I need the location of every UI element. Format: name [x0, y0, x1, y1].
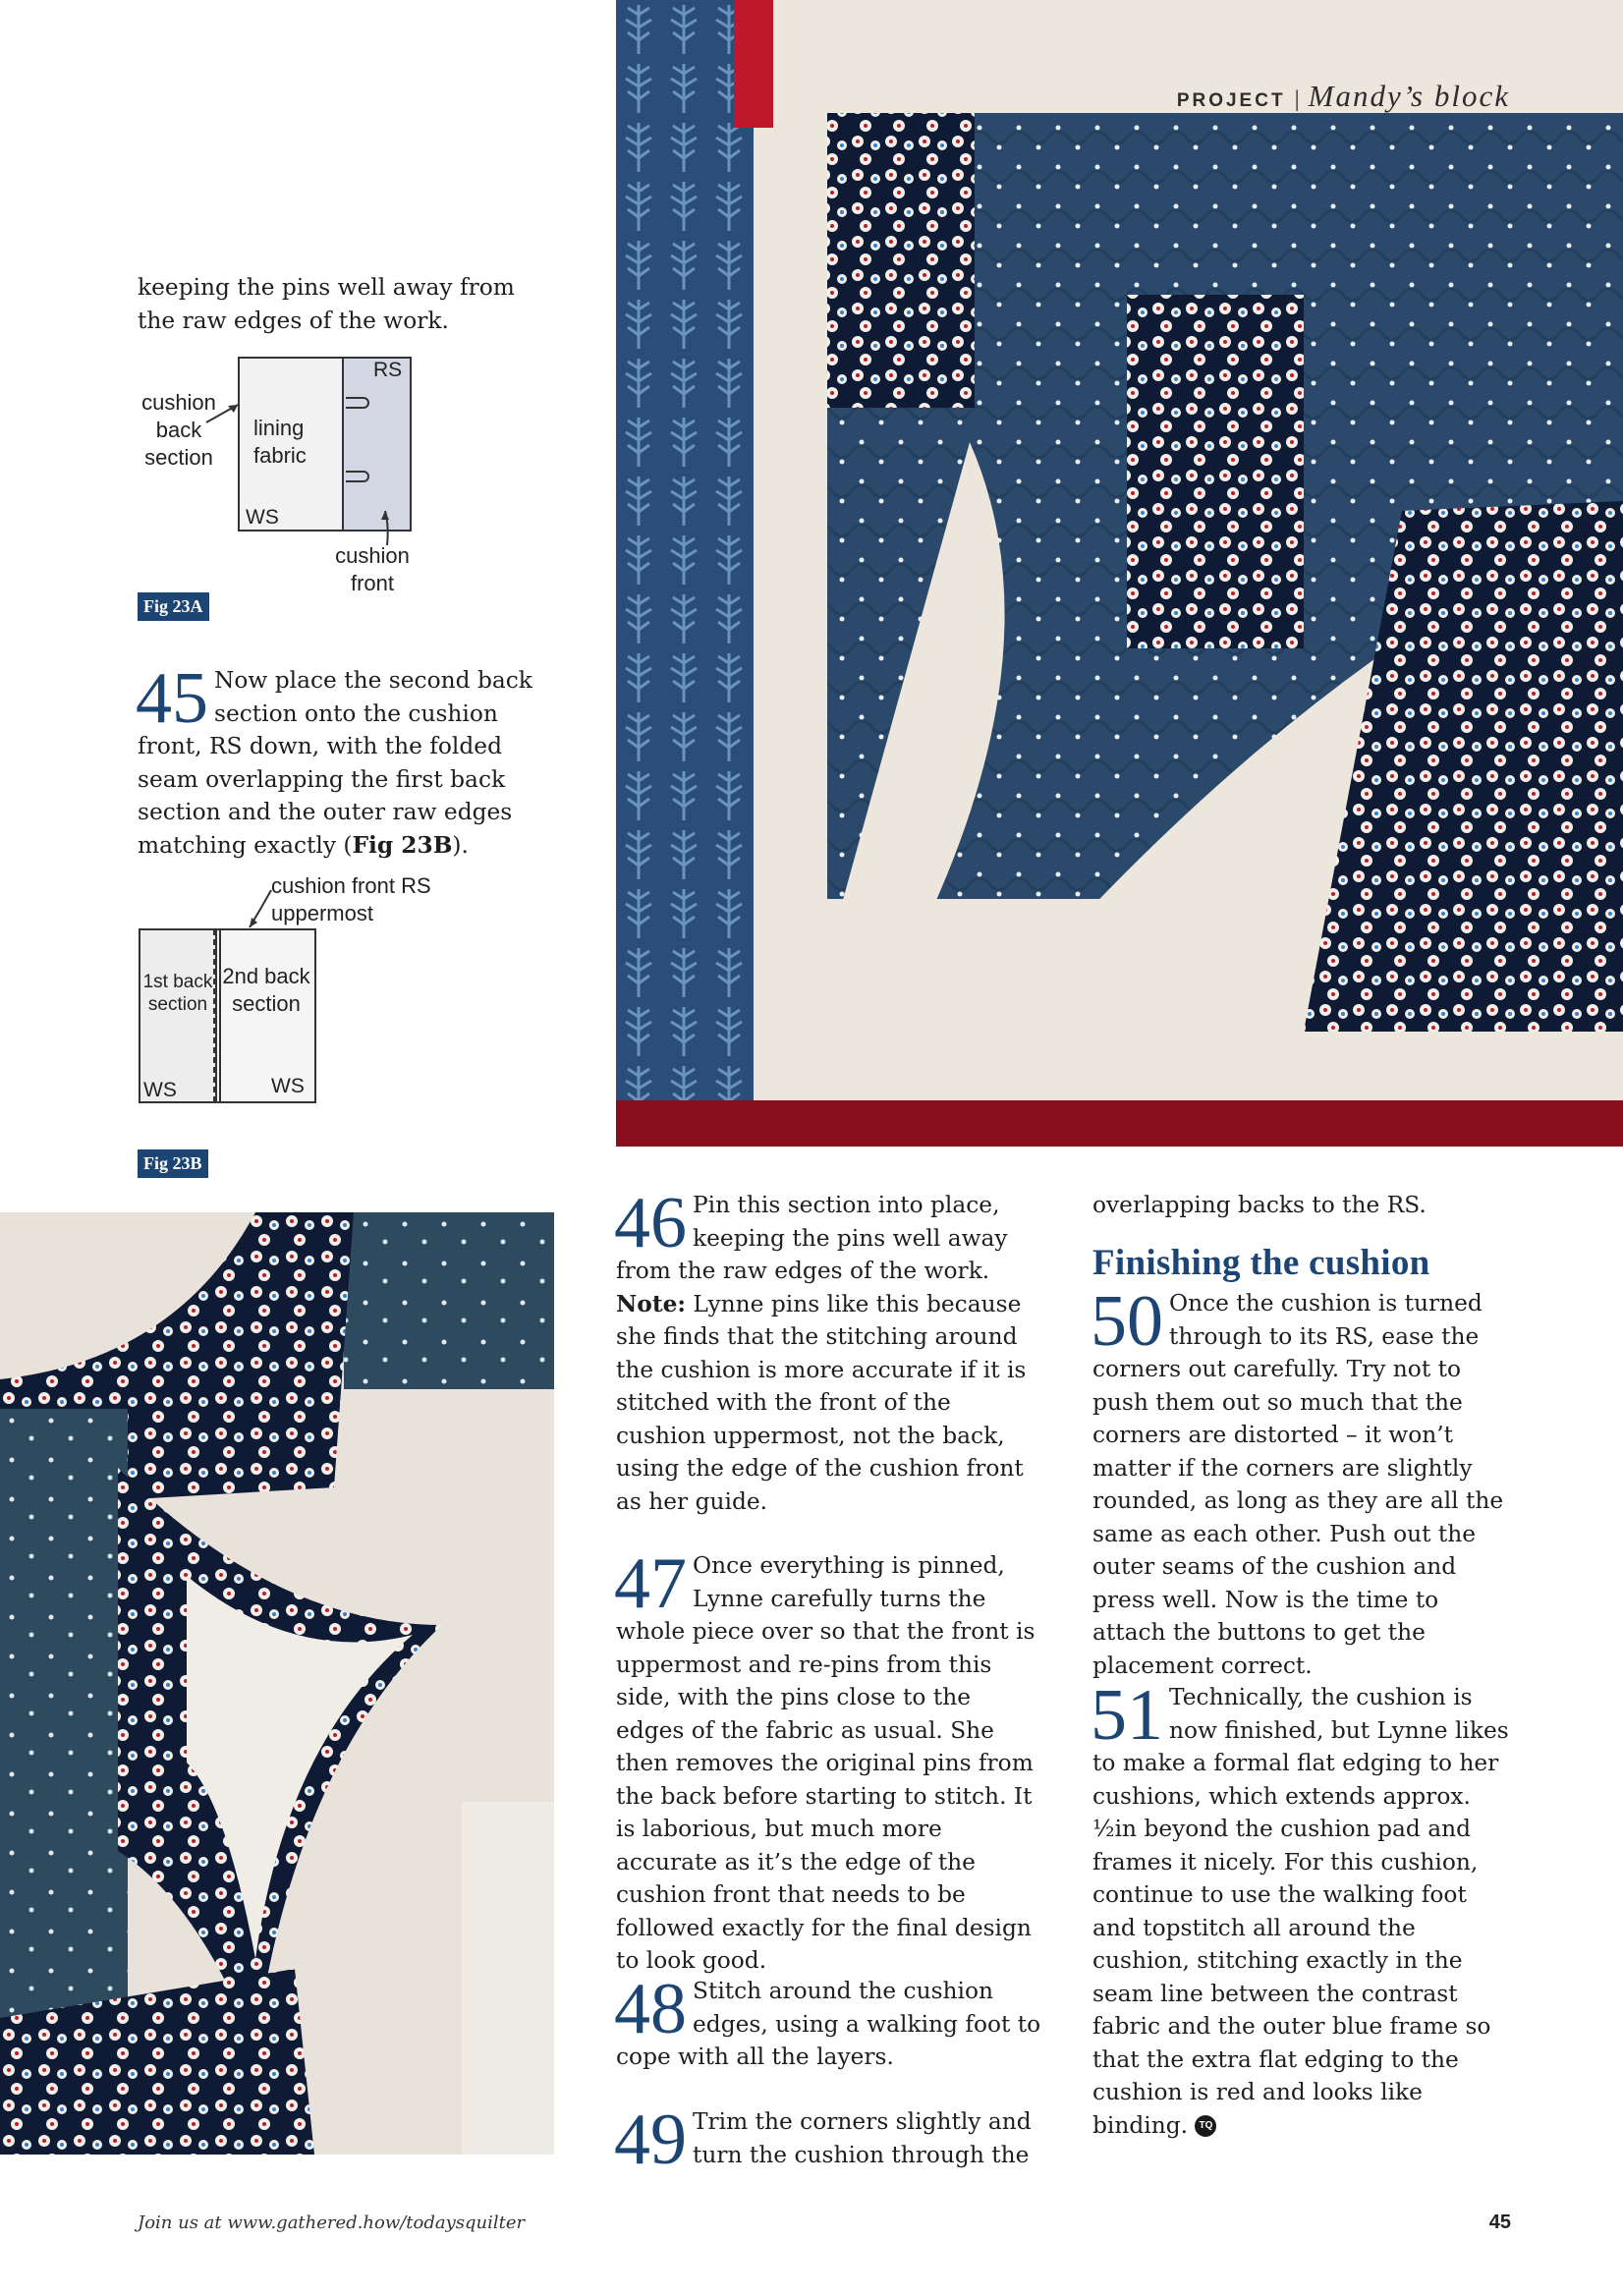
step-49-text: Trim the corners slightly and turn the cushion through the [693, 2108, 1032, 2168]
intro-text: keeping the pins well away from the raw edges of the work. [138, 274, 515, 334]
cushion-photo-bottom [0, 1212, 554, 2155]
step-50 [1091, 1281, 1515, 1682]
step-46-text: Pin this section into place, keeping the pins well away from the raw edges of the work. [616, 1192, 1008, 1284]
step-47-text: Once everything is pinned, Lynne carefully turns the whole piece over so that the front is uppermost and re-pins from this side, with the pins close to the edges of the fabric as usual. She then removes the original pins from the back before starting to stitch. It is laborious, but much more accurate as it’s the edge of the cushion front that needs to be followed exactly for the final design to look good. [616, 1552, 1035, 1974]
step-51 [1091, 1675, 1515, 2142]
step-45 [136, 658, 560, 862]
running-header: PROJECT | Mandy’s block [1176, 79, 1510, 113]
fig23b-ws-left-label: WS [143, 1079, 177, 1101]
step-47 [614, 1543, 1043, 1978]
step-46 [614, 1183, 1043, 1518]
step-51-text: Technically, the cushion is now finished, but Lynne likes to make a formal flat edging to her cushions, which extends approx. ½in beyond the cushion pad and frames it nicely. For this cushion, continue to use the walking foot and topstitch all around the cushion, stitching exactly in the seam line between the contrast fabric and the outer blue frame so that the extra flat edging to the cushion is red and looks like binding. [1092, 1684, 1509, 2139]
step-46-note: Lynne pins like this because she finds that the stitching around the cushion is more accurate if it is stitched with the front of the cushion uppermost, not the back, using the edge of the cushion front as her guide. [616, 1290, 1027, 1515]
step-48-text: Stitch around the cushion edges, using a walking foot to cope with all the layers. [616, 1978, 1041, 2070]
fig23a-cushion-back-label: cushion back section [141, 390, 216, 470]
cushion-photo-top [616, 0, 1623, 1147]
step-49-number: 49 [614, 2100, 687, 2180]
fig23a-badge: Fig 23A [138, 592, 209, 621]
step-50-number: 50 [1091, 1281, 1163, 1362]
end-mark-label: TQ [1199, 2120, 1213, 2131]
end-mark-icon [1195, 2115, 1216, 2137]
step-46-note-label: Note: [616, 1290, 687, 1317]
footer-website: Join us at www.gathered.how/todaysquilter [138, 2212, 526, 2233]
section-heading-finishing: Finishing the cushion [1092, 1243, 1430, 1283]
fig23b-diagram [134, 872, 458, 1108]
fig23b-badge: Fig 23B [138, 1149, 208, 1178]
step-45-fig-ref: Fig 23B [352, 831, 453, 859]
col3-continuation: overlapping backs to the RS. [1092, 1192, 1427, 1218]
page-number: 45 [1488, 2212, 1511, 2233]
step-47-number: 47 [614, 1543, 687, 1624]
step-51-number: 51 [1091, 1675, 1163, 1756]
fig23a-cushion-front-label: cushion front [335, 543, 410, 595]
fig23b-second-back-label: 2nd back section [222, 964, 310, 1016]
fig23b-ws-right-label: WS [271, 1075, 305, 1097]
step-48-number: 48 [614, 1969, 687, 2049]
fig23b-first-back-label: 1st back section [142, 972, 213, 1015]
fig23a-ws-label: WS [246, 506, 279, 529]
step-50-text: Once the cushion is turned through to its RS, ease the corners out carefully. Try not to push them out so much that the corners are distorted – it won’t matter if the corners are slightly rounded, as long as they are all the same as each other. Push out the outer seams of the cushion and press well. Now is the time to attach the buttons to get the placement correct. [1092, 1290, 1504, 1679]
step-45-number: 45 [136, 658, 208, 739]
fig23a-diagram [134, 354, 438, 595]
step-48 [614, 1969, 1043, 2074]
header-section-label: PROJECT [1176, 90, 1286, 111]
fig23a-lining-label: lining fabric [253, 416, 307, 468]
step-45-text: Now place the second back section onto the cushion front, RS down, with the folded seam overlapping the first back section and the outer raw edges matching exactly ( [138, 667, 532, 859]
step-49 [614, 2100, 1043, 2180]
step-45-after: ). [452, 831, 469, 859]
header-project-title: Mandy’s block [1308, 79, 1510, 113]
fig23b-cushion-front-label: cushion front RS uppermost [271, 873, 431, 925]
fig23a-rs-label: RS [373, 359, 403, 381]
step-46-number: 46 [614, 1183, 687, 1263]
